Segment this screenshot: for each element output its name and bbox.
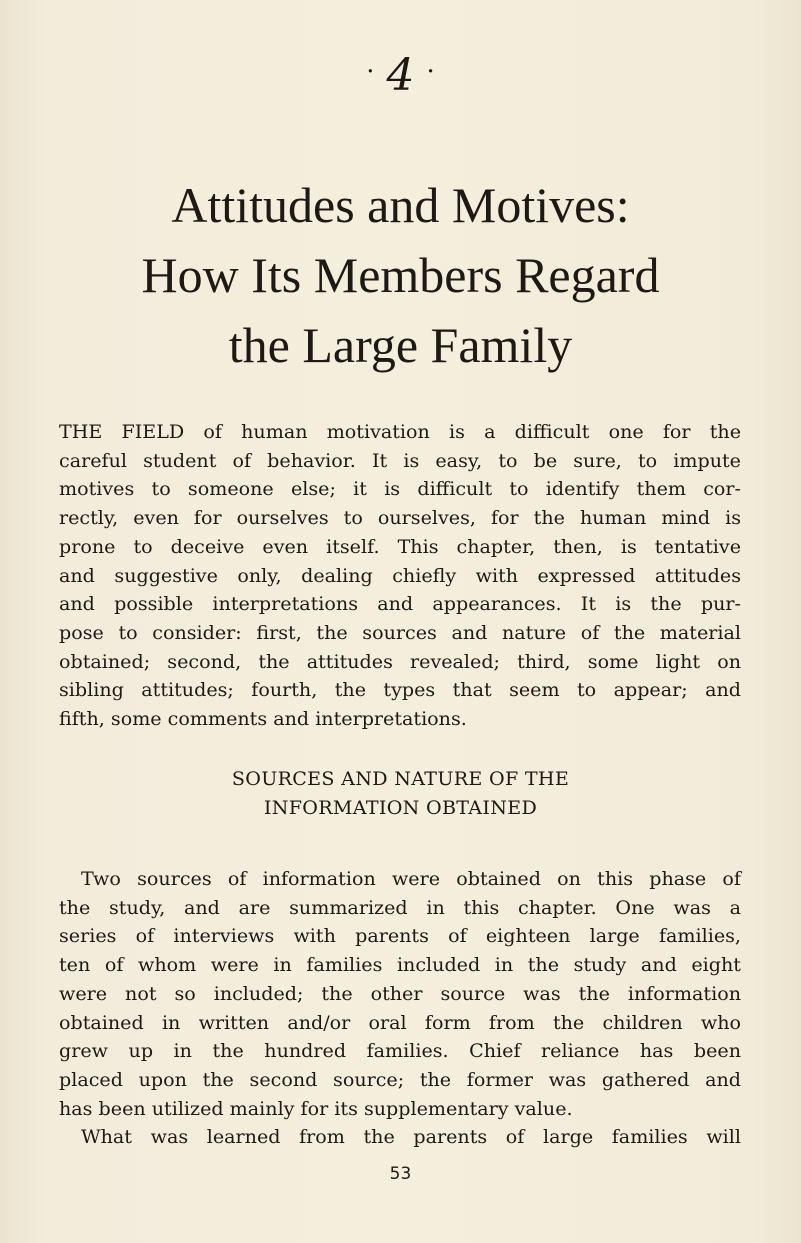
text-line: rectly, even for ourselves to ourselves, for the human mind is (59, 506, 741, 530)
text-line: and possible interpretations and appearances. It is the pur- (59, 592, 741, 616)
text-line: obtained; second, the attitudes revealed; third, some light on (59, 649, 741, 673)
text-line: motives to someone else; it is difficult to identify them cor- (59, 477, 741, 501)
text-line: What was learned from the parents of large families will (81, 1125, 741, 1149)
section-heading-line: INFORMATION OBTAINED (263, 796, 538, 819)
page-number: 53 (389, 1164, 412, 1184)
text-line: fifth, some comments and interpretations. (59, 707, 467, 731)
text-line: sibling attitudes; fourth, the types that seem to appear; and (59, 678, 741, 702)
chapter-dot-right: · (426, 57, 435, 87)
chapter-title-line: Attitudes and Motives: (171, 177, 630, 233)
text-line: careful student of behavior. It is easy, to be sure, to impute (59, 448, 741, 472)
section-heading-line: SOURCES AND NATURE OF THE (231, 767, 570, 790)
text-line: THE FIELD of human motivation is a difficult one for the (59, 420, 741, 443)
intro-paragraph (59, 418, 741, 734)
sources-paragraph (59, 865, 741, 1152)
text-line: Two sources of information were obtained on this phase of (81, 867, 741, 890)
chapter-title-line: the Large Family (228, 317, 573, 373)
text-line: has been utilized mainly for its supplementary value. (59, 1096, 573, 1120)
text-line: ten of whom were in families included in the study and eight (59, 953, 741, 977)
text-line: prone to deceive even itself. This chapter, then, is tentative (59, 534, 741, 558)
chapter-number (0, 42, 801, 106)
text-line: series of interviews with parents of eighteen large families, (59, 924, 741, 948)
text-line: obtained in written and/or oral form from the children who (59, 1010, 741, 1034)
text-line: the study, and are summarized in this chapter. One was a (59, 895, 741, 919)
chapter-number-value: 4 (386, 50, 415, 101)
text-line: were not so included; the other source was the information (59, 981, 741, 1005)
text-line: and suggestive only, dealing chiefly with expressed attitudes (59, 563, 741, 587)
chapter-dot-left: · (366, 57, 375, 87)
section-heading (0, 764, 801, 822)
chapter-title (0, 170, 801, 380)
text-line: pose to consider: first, the sources and nature of the material (59, 620, 741, 644)
text-line: placed upon the second source; the former was gathered and (59, 1067, 741, 1091)
text-line: grew up in the hundred families. Chief reliance has been (59, 1039, 741, 1063)
chapter-title-line: How Its Members Regard (141, 247, 660, 303)
